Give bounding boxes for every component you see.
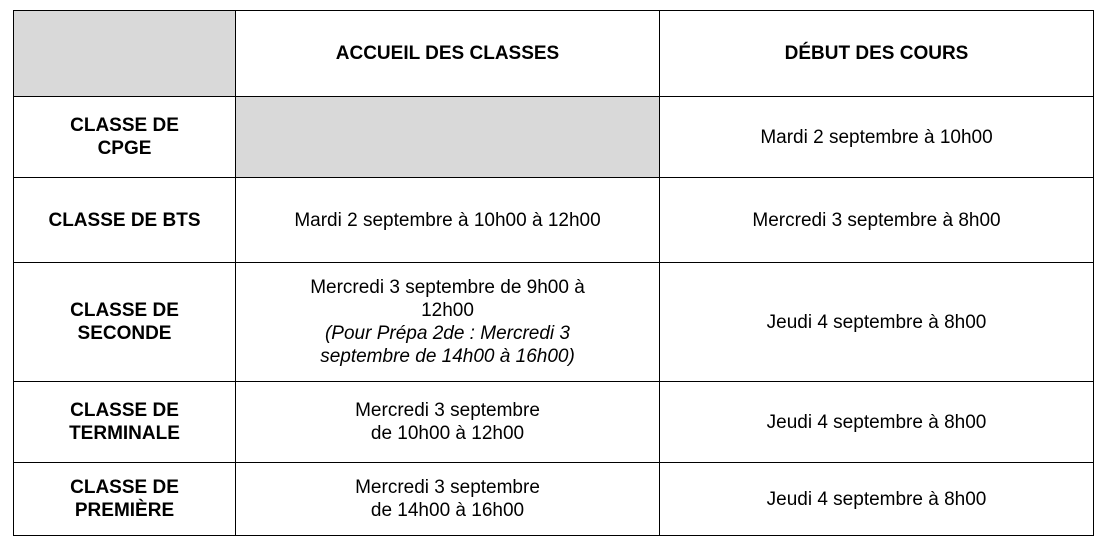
accueil-line: Mercredi 3 septembre xyxy=(355,477,540,498)
row-label-bts: CLASSE DE BTS xyxy=(14,178,236,263)
accueil-line: Mercredi 3 septembre de 9h00 à xyxy=(310,277,585,298)
accueil-line: de 10h00 à 12h00 xyxy=(370,423,525,444)
row-label-line: SECONDE xyxy=(77,323,172,344)
header-row xyxy=(14,11,1094,97)
row-label-line: CLASSE DE xyxy=(70,400,179,421)
header-debut: DÉBUT DES COURS xyxy=(660,11,1094,97)
row-label-line: CLASSE DE xyxy=(70,115,179,136)
row-label-terminale xyxy=(14,382,236,463)
row-label-line: CLASSE DE xyxy=(70,300,179,321)
accueil-cell-bts: Mardi 2 septembre à 10h00 à 12h00 xyxy=(236,178,660,263)
row-label-line: PREMIÈRE xyxy=(74,500,175,521)
table-row xyxy=(14,178,1094,263)
debut-cell-premiere: Jeudi 4 septembre à 8h00 xyxy=(660,463,1094,536)
accueil-line: 12h00 xyxy=(421,300,474,321)
accueil-cell-cpge-empty xyxy=(236,97,660,178)
accueil-cell-terminale xyxy=(236,382,660,463)
accueil-note-line: septembre de 14h00 à 16h00) xyxy=(320,346,575,367)
table-row xyxy=(14,463,1094,536)
accueil-cell-seconde xyxy=(236,263,660,382)
row-label-line: CPGE xyxy=(97,138,152,159)
accueil-note-line: (Pour Prépa 2de : Mercredi 3 xyxy=(324,323,570,344)
table-row xyxy=(14,263,1094,382)
accueil-line: de 14h00 à 16h00 xyxy=(370,500,525,521)
header-corner-cell xyxy=(14,11,236,97)
debut-cell-seconde: Jeudi 4 septembre à 8h00 xyxy=(660,263,1094,382)
schedule-table xyxy=(13,10,1094,536)
debut-cell-terminale: Jeudi 4 septembre à 8h00 xyxy=(660,382,1094,463)
row-label-premiere xyxy=(14,463,236,536)
accueil-line: Mercredi 3 septembre xyxy=(355,400,540,421)
accueil-cell-premiere xyxy=(236,463,660,536)
table-row xyxy=(14,97,1094,178)
row-label-seconde xyxy=(14,263,236,382)
debut-cell-cpge: Mardi 2 septembre à 10h00 xyxy=(660,97,1094,178)
header-accueil: ACCUEIL DES CLASSES xyxy=(236,11,660,97)
row-label-line: TERMINALE xyxy=(69,423,180,444)
row-label-line: CLASSE DE xyxy=(70,477,179,498)
debut-cell-bts: Mercredi 3 septembre à 8h00 xyxy=(660,178,1094,263)
table-row xyxy=(14,382,1094,463)
row-label-cpge xyxy=(14,97,236,178)
